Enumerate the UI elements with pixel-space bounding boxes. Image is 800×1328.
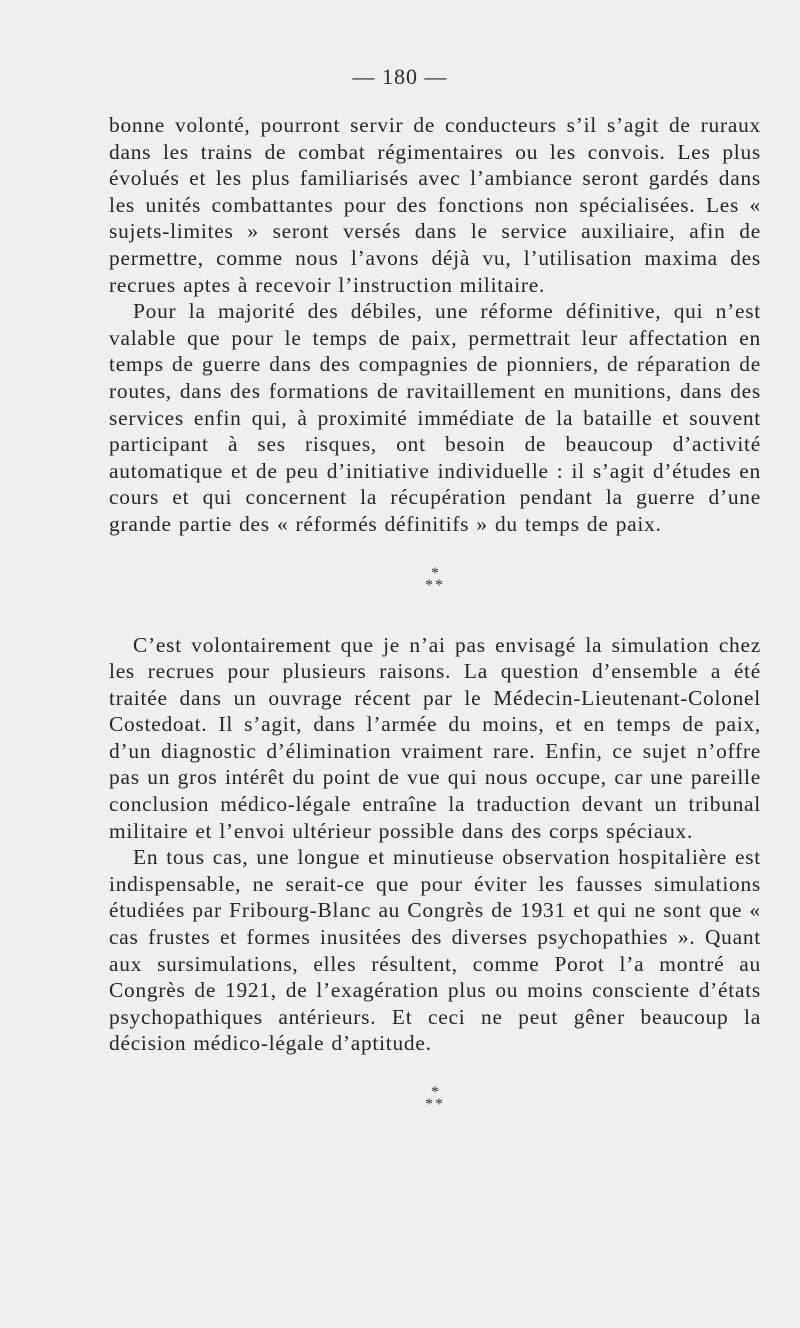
paragraph-continuation: bonne volonté, pourront servir de conducteurs s’il s’agit de ruraux dans les trains de combat régimentaires ou les convois. Les plus évolués et les plus familiarisés avec l’ambiance seront gardés dans les unités combattantes pour des fonctions non spécialisées. Les « sujets-limites » seront versés dans le service auxiliaire, afin de permettre, comme nous l’avons déjà vu, l’utilisation maxima des recrues aptes à recevoir l’instruction militaire. [109,113,761,297]
asterism-top: * [431,1084,439,1101]
section-asterism [109,564,761,594]
paragraph-debiles: Pour la majorité des débiles, une réforme définitive, qui n’est valable que pour le temps de paix, permettrait leur affectation en temps de guerre dans des compagnies de pionniers, de réparation de routes, dans des formations de ravitaillement en munitions, dans des services enfin qui, à proximité immédiate de la bataille et souvent participant à ses risques, ont besoin de beaucoup d’activité automatique et de peu d’initiative individuelle : il s’agit d’études en cours et qui concernent la récupération pendant la guerre d’une grande partie des « réformés définitifs » du temps de paix. [109,299,761,536]
asterism-top: * [431,564,439,582]
asterism-bottom: ** [425,1096,445,1113]
asterism-bottom: ** [425,576,445,594]
paragraph-observation: En tous cas, une longue et minutieuse observation hospitalière est indispensable, ne serait-ce que pour éviter les fausses simulations étudiées par Fribourg-Blanc au Congrès de 1931 et qui ne sont que « cas frustes et formes inusitées des diverses psychopathies ». Quant aux sursimulations, elles résultent, comme Porot l’a montré au Congrès de 1921, de l’exagération plus ou moins consciente d’états psychopathiques antérieurs. Et ceci ne peut gêner beaucoup la décision médico-légale d’aptitude. [109,845,761,1056]
body-text [109,112,761,1111]
paragraph-simulation: C’est volontairement que je n’ai pas envisagé la simulation chez les recrues pour plusieurs raisons. La question d’ensemble a été traitée dans un ouvrage récent par le Médecin-Lieutenant-Colonel Costedoat. Il s’agit, dans l’armée du moins, et en temps de paix, d’un diagnostic d’élimination vraiment rare. Enfin, ce sujet n’offre pas un gros intérêt du point de vue qui nous occupe, car une pareille conclusion médico-légale entraîne la traduction devant un tribunal militaire et l’envoi ultérieur possible dans des corps spéciaux. [109,632,761,843]
section-asterism-end [109,1084,761,1113]
page-number: — 180 — [352,64,448,89]
